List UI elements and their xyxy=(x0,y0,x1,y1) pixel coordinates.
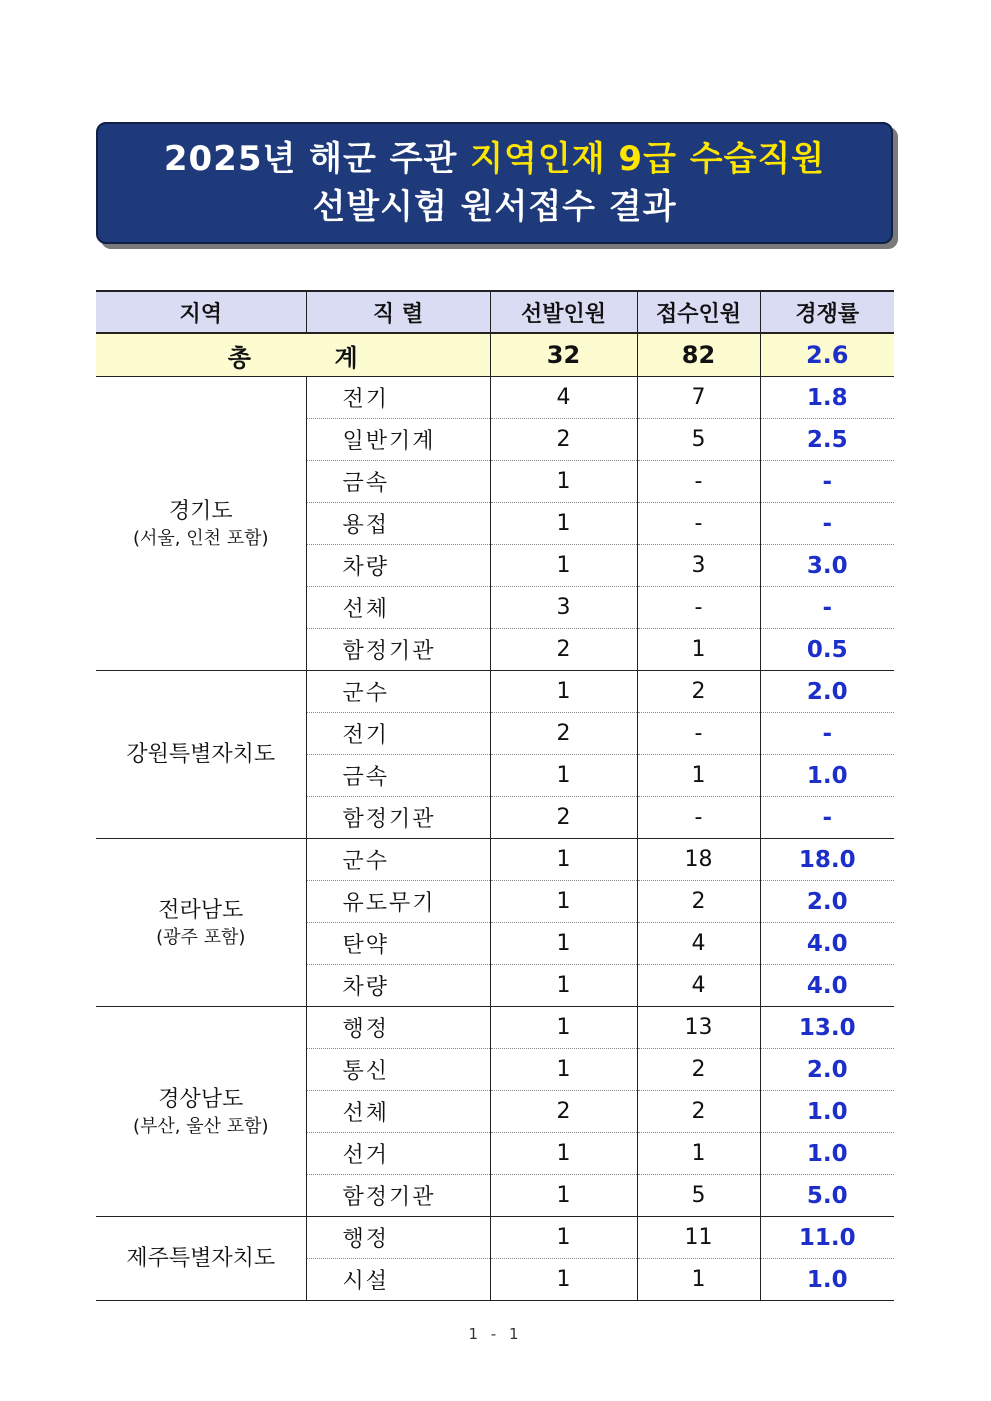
total-row xyxy=(96,333,894,377)
header-selected: 선발인원 xyxy=(490,291,637,333)
selected-cell: 2 xyxy=(490,629,637,671)
job-cell: 행정 xyxy=(306,1007,490,1049)
selected-cell: 1 xyxy=(490,545,637,587)
rate-cell: 1.0 xyxy=(760,1091,894,1133)
job-cell: 용접 xyxy=(306,503,490,545)
total-applied: 82 xyxy=(637,333,760,377)
applied-cell: 3 xyxy=(637,545,760,587)
rate-cell: - xyxy=(760,713,894,755)
selected-cell: 1 xyxy=(490,1049,637,1091)
job-cell: 통신 xyxy=(306,1049,490,1091)
title-prefix: 2025년 해군 주관 xyxy=(163,139,471,179)
region-note: (광주 포함) xyxy=(156,926,246,948)
rate-cell: - xyxy=(760,587,894,629)
job-cell: 금속 xyxy=(306,755,490,797)
region-name: 강원특별자치도 xyxy=(126,741,276,767)
region-cell xyxy=(96,377,306,671)
region-note: (부산, 울산 포함) xyxy=(132,1115,269,1137)
applied-cell: 11 xyxy=(637,1217,760,1259)
job-cell: 선체 xyxy=(306,587,490,629)
header-region: 지역 xyxy=(96,291,306,333)
job-cell: 유도무기 xyxy=(306,881,490,923)
rate-cell: 5.0 xyxy=(760,1175,894,1217)
region-cell xyxy=(96,839,306,1007)
title-line-2: 선발시험 원서접수 결과 xyxy=(312,187,677,227)
applied-cell: 1 xyxy=(637,1259,760,1301)
title-highlight: 지역인재 9급 수습직원 xyxy=(470,139,826,179)
rate-cell: 0.5 xyxy=(760,629,894,671)
region-name: 경상남도 xyxy=(158,1086,244,1112)
results-table xyxy=(96,290,894,1301)
total-label: 총 계 xyxy=(96,333,490,377)
applied-cell: - xyxy=(637,587,760,629)
region-name: 경기도 xyxy=(168,498,233,524)
job-cell: 전기 xyxy=(306,377,490,419)
selected-cell: 1 xyxy=(490,461,637,503)
header-row xyxy=(96,291,894,333)
rate-cell: 2.0 xyxy=(760,881,894,923)
region-cell xyxy=(96,1007,306,1217)
applied-cell: - xyxy=(637,797,760,839)
selected-cell: 1 xyxy=(490,671,637,713)
rate-cell: - xyxy=(760,503,894,545)
rate-cell: 3.0 xyxy=(760,545,894,587)
selected-cell: 1 xyxy=(490,965,637,1007)
job-cell: 행정 xyxy=(306,1217,490,1259)
rate-cell: - xyxy=(760,797,894,839)
job-cell: 일반기계 xyxy=(306,419,490,461)
job-cell: 전기 xyxy=(306,713,490,755)
selected-cell: 1 xyxy=(490,1259,637,1301)
applied-cell: 4 xyxy=(637,923,760,965)
job-cell: 선체 xyxy=(306,1091,490,1133)
rate-cell: - xyxy=(760,461,894,503)
job-cell: 선거 xyxy=(306,1133,490,1175)
job-cell: 군수 xyxy=(306,671,490,713)
selected-cell: 1 xyxy=(490,503,637,545)
table-row xyxy=(96,1007,894,1049)
selected-cell: 2 xyxy=(490,713,637,755)
rate-cell: 2.0 xyxy=(760,1049,894,1091)
selected-cell: 1 xyxy=(490,923,637,965)
applied-cell: 2 xyxy=(637,671,760,713)
table-row xyxy=(96,839,894,881)
selected-cell: 1 xyxy=(490,1175,637,1217)
applied-cell: 1 xyxy=(637,755,760,797)
applied-cell: - xyxy=(637,461,760,503)
job-cell: 함정기관 xyxy=(306,1175,490,1217)
applied-cell: 5 xyxy=(637,1175,760,1217)
region-name: 전라남도 xyxy=(158,897,244,923)
table-row xyxy=(96,377,894,419)
applied-cell: 13 xyxy=(637,1007,760,1049)
rate-cell: 1.0 xyxy=(760,755,894,797)
header-applied: 접수인원 xyxy=(637,291,760,333)
rate-cell: 2.0 xyxy=(760,671,894,713)
applied-cell: 2 xyxy=(637,1049,760,1091)
header-job: 직 렬 xyxy=(306,291,490,333)
selected-cell: 1 xyxy=(490,1133,637,1175)
selected-cell: 1 xyxy=(490,839,637,881)
rate-cell: 13.0 xyxy=(760,1007,894,1049)
job-cell: 함정기관 xyxy=(306,629,490,671)
applied-cell: 2 xyxy=(637,1091,760,1133)
total-rate: 2.6 xyxy=(760,333,894,377)
applied-cell: - xyxy=(637,503,760,545)
rate-cell: 4.0 xyxy=(760,965,894,1007)
rate-cell: 1.0 xyxy=(760,1133,894,1175)
selected-cell: 2 xyxy=(490,419,637,461)
applied-cell: 18 xyxy=(637,839,760,881)
job-cell: 군수 xyxy=(306,839,490,881)
job-cell: 탄약 xyxy=(306,923,490,965)
selected-cell: 2 xyxy=(490,797,637,839)
table-row xyxy=(96,1217,894,1259)
applied-cell: 4 xyxy=(637,965,760,1007)
job-cell: 함정기관 xyxy=(306,797,490,839)
selected-cell: 2 xyxy=(490,1091,637,1133)
region-note: (서울, 인천 포함) xyxy=(132,527,269,549)
page-number: 1 - 1 xyxy=(468,1325,523,1343)
applied-cell: 1 xyxy=(637,1133,760,1175)
rate-cell: 1.8 xyxy=(760,377,894,419)
rate-cell: 2.5 xyxy=(760,419,894,461)
job-cell: 차량 xyxy=(306,965,490,1007)
rate-cell: 18.0 xyxy=(760,839,894,881)
rate-cell: 4.0 xyxy=(760,923,894,965)
job-cell: 차량 xyxy=(306,545,490,587)
selected-cell: 1 xyxy=(490,755,637,797)
applied-cell: - xyxy=(637,713,760,755)
applied-cell: 1 xyxy=(637,629,760,671)
total-selected: 32 xyxy=(490,333,637,377)
selected-cell: 1 xyxy=(490,1007,637,1049)
region-cell xyxy=(96,671,306,839)
applied-cell: 2 xyxy=(637,881,760,923)
job-cell: 시설 xyxy=(306,1259,490,1301)
title-line-1 xyxy=(164,135,825,183)
rate-cell: 11.0 xyxy=(760,1217,894,1259)
job-cell: 금속 xyxy=(306,461,490,503)
title-banner xyxy=(96,122,893,244)
applied-cell: 7 xyxy=(637,377,760,419)
table-row xyxy=(96,671,894,713)
region-cell xyxy=(96,1217,306,1301)
header-rate: 경쟁률 xyxy=(760,291,894,333)
rate-cell: 1.0 xyxy=(760,1259,894,1301)
region-name: 제주특별자치도 xyxy=(126,1245,276,1271)
selected-cell: 1 xyxy=(490,881,637,923)
selected-cell: 4 xyxy=(490,377,637,419)
applied-cell: 5 xyxy=(637,419,760,461)
selected-cell: 1 xyxy=(490,1217,637,1259)
selected-cell: 3 xyxy=(490,587,637,629)
